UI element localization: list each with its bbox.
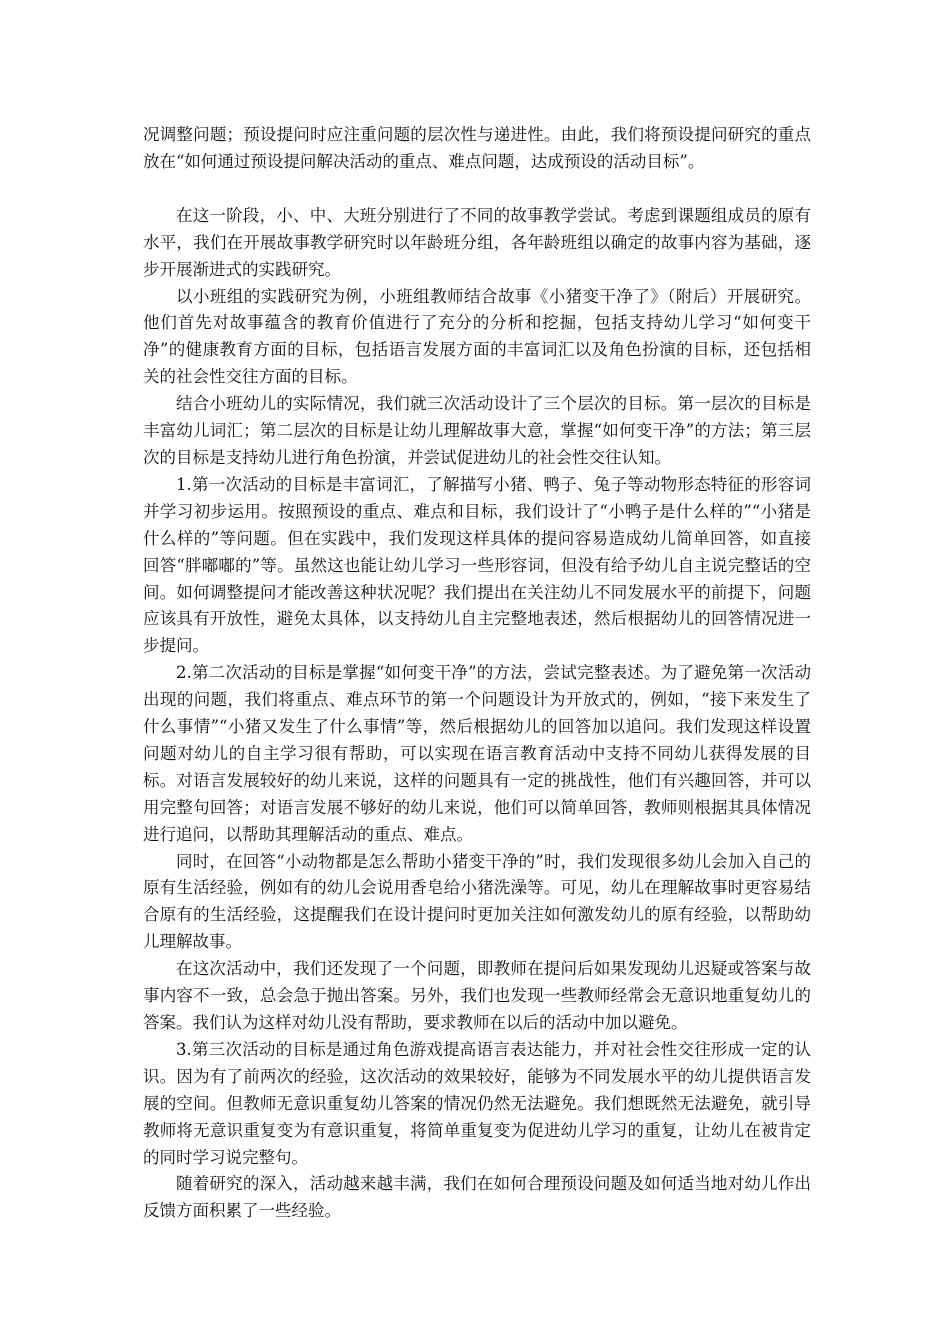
paragraph: 以小班组的实践研究为例，小班组教师结合故事《小猪变干净了》（附后）开展研究。他们首先对故事蕴含的教育价值进行了充分的分析和挖掘，包括支持幼儿学习“如何变干净”的健康教育方面的目标，包括语言发展方面的丰富词汇以及角色扮演的目标，还包括相关的社会性交往方面的目标。 (143, 286, 811, 387)
paragraph: 随着研究的深入，活动越来越丰满，我们在如何合理预设问题及如何适当地对幼儿作出反馈方面积累了一些经验。 (143, 1174, 811, 1221)
paragraph: 在这一阶段，小、中、大班分别进行了不同的故事教学尝试。考虑到课题组成员的原有水平，我们在开展故事教学研究时以年龄班分组，各年龄班组以确定的故事内容为基础，逐步开展渐进式的实践研究。 (143, 205, 811, 279)
paragraph-continued: 况调整问题；预设提问时应注重问题的层次性与递进性。由此，我们将预设提问研究的重点放在“如何通过预设提问解决活动的重点、难点问题，达成预设的活动目标”。 (143, 125, 811, 171)
paragraph-item-2: 2.第二次活动的目标是掌握“如何变干净”的方法，尝试完整表述。为了避免第一次活动出现的问题，我们将重点、难点环节的第一个问题设计为开放式的，例如，“接下来发生了什么事情”“小猪又发生了什么事情”等，然后根据幼儿的回答加以追问。我们发现这样设置问题对幼儿的自主学习很有帮助，可以实现在语言教育活动中支持不同幼儿获得发展的目标。对语言发展较好的幼儿来说，这样的问题具有一定的挑战性，他们有兴趣回答，并可以用完整句回答；对语言发展不够好的幼儿来说，他们可以简单回答，教师则根据其具体情况进行追问，以帮助其理解活动的重点、难点。 (143, 663, 811, 844)
paragraph-item-3: 3.第三次活动的目标是通过角色游戏提高语言表达能力，并对社会性交往形成一定的认识。因为有了前两次的经验，这次活动的效果较好，能够为不同发展水平的幼儿提供语言发展的空间。但教师无意识重复幼儿答案的情况仍然无法避免。我们想既然无法避免，就引导教师将无意识重复变为有意识重复，将简单重复变为促进幼儿学习的重复，让幼儿在被肯定的同时学习说完整句。 (143, 1039, 811, 1167)
paragraph-item-1: 1.第一次活动的目标是丰富词汇，了解描写小猪、鸭子、兔子等动物形态特征的形容词并学习初步运用。按照预设的重点、难点和目标，我们设计了“小鸭子是什么样的”“小猪是什么样的”等问题。但在实践中，我们发现这样具体的提问容易造成幼儿简单回答，如直接回答“胖嘟嘟的”等。虽然这也能让幼儿学习一些形容词，但没有给予幼儿自主说完整话的空间。如何调整提问才能改善这种状况呢？我们提出在关注幼儿不同发展水平的前提下，问题应该具有开放性，避免太具体，以支持幼儿自主完整地表述，然后根据幼儿的回答情况进一步提问。 (143, 474, 811, 656)
document-body (143, 122, 811, 1225)
paragraph: 同时，在回答“小动物都是怎么帮助小猪变干净的”时，我们发现很多幼儿会加入自己的原有生活经验，例如有的幼儿会说用香皂给小猪洗澡等。可见，幼儿在理解故事时更容易结合原有的生活经验，这提醒我们在设计提问时更加关注如何激发幼儿的原有经验，以帮助幼儿理解故事。 (143, 851, 811, 952)
paragraph: 结合小班幼儿的实际情况，我们就三次活动设计了三个层次的目标。第一层次的目标是丰富幼儿词汇；第二层次的目标是让幼儿理解故事大意，掌握“如何变干净”的方法；第三层次的目标是支持幼儿进行角色扮演，并尝试促进幼儿的社会性交往认知。 (143, 394, 811, 467)
paragraph: 在这次活动中，我们还发现了一个问题，即教师在提问后如果发现幼儿迟疑或答案与故事内容不一致，总会急于抛出答案。另外，我们也发现一些教师经常会无意识地重复幼儿的答案。我们认为这样对幼儿没有帮助，要求教师在以后的活动中加以避免。 (143, 959, 811, 1032)
